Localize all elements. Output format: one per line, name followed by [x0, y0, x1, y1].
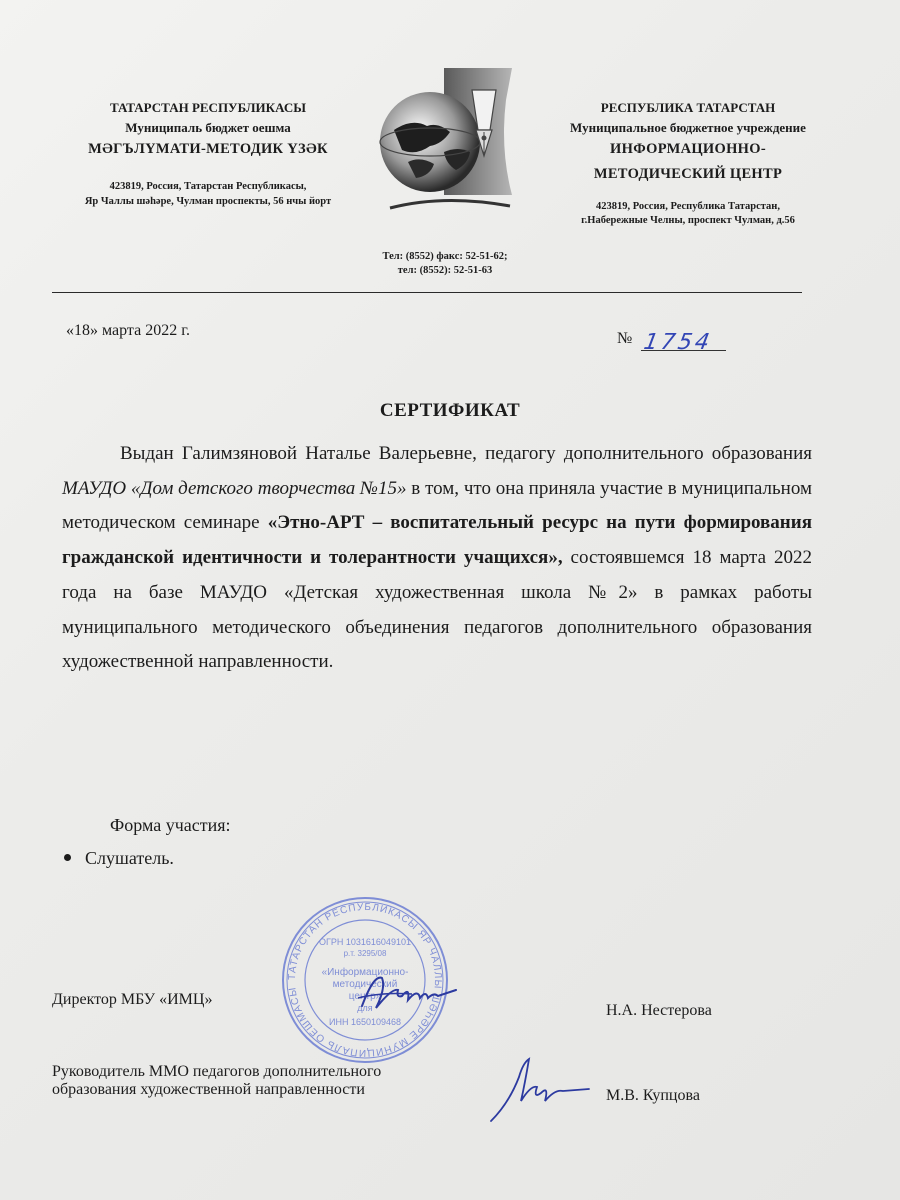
body-part-3: состоявшемся 18 марта 2022 года на базе МАУДО «Детская художественная школа №2» в рамках работы муниципального методического объединения педагогов дополнительного образования художественной направленности.: [62, 547, 812, 673]
header-left-org-type: Муниципаль бюджет оешма: [125, 119, 291, 135]
header-right-address-2: г.Набережные Челны, проспект Чулман, д.56: [581, 214, 795, 226]
director-title: Директор МБУ «ИМЦ»: [52, 991, 213, 1008]
header-phones: [340, 250, 550, 278]
body-part-1: Выдан Галимзяновой Наталье Валерьевне, педагогу дополнительного образования: [120, 443, 812, 464]
header-divider: [52, 292, 802, 293]
director-name: Н.А. Нестерова: [606, 1002, 712, 1019]
header-left-org-name: МӘГЪЛҮМАТИ-МЕТОДИК ҮЗӘК: [88, 141, 328, 157]
body-part-2: в том, что она приняла участие в муниципальном методическом семинаре: [62, 477, 812, 534]
globe-pen-logo-icon: [372, 60, 522, 220]
participation-item-text: Слушатель.: [85, 848, 174, 868]
certificate-body: [62, 437, 812, 680]
header-left-republic: ТАТАРСТАН РЕСПУБЛИКАСЫ: [110, 100, 306, 115]
document-number-handwritten: 1754: [641, 330, 715, 355]
header-right: [528, 98, 848, 228]
participation-item: [62, 848, 174, 869]
stamp-center-1: «Информационно-: [321, 967, 409, 978]
header-left-address-2: Яр Чаллы шәһәре, Чулман проспекты, 56 нчы йорт: [84, 195, 332, 207]
body-org-italic: МАУДО «Дом детского творчества №15»: [62, 477, 407, 499]
head-signature: [485, 1053, 595, 1128]
stamp-center-4: для: [357, 1003, 373, 1013]
document-title: СЕРТИФИКАТ: [379, 400, 521, 421]
participation-label: Форма участия:: [110, 815, 231, 835]
head-title-line-2: образования художественной направленности: [52, 1081, 365, 1099]
header-right-address-1: 423819, Россия, Республика Татарстан,: [595, 200, 780, 212]
stamp-ogrn: ОГРН 1031616049101: [319, 937, 411, 947]
header-left: [58, 98, 358, 209]
stamp-reg: р.т. 3295/08: [343, 949, 387, 958]
stamp-outer-text: ТАТАРСТАН РЕСПУБЛИКАСЫ ЯР ЧАЛЛЫ ШӘҺӘРЕ МУНИЦИПАЛЬ ОЕШМАСЫ: [286, 901, 444, 1059]
head-name: М.В. Купцова: [606, 1087, 700, 1104]
body-seminar-bold: «Этно-АРТ – воспитательный ресурс на пути формирования гражданской идентичности и толерантности учащихся»,: [62, 512, 812, 569]
header-right-org-name-1: ИНФОРМАЦИОННО-: [610, 141, 766, 157]
header-right-republic: РЕСПУБЛИКА ТАТАРСТАН: [600, 100, 776, 115]
head-title-line-1: Руководитель ММО педагогов дополнительного: [52, 1063, 382, 1080]
header-phone-1: Тел: (8552) факс: 52-51-62;: [382, 251, 508, 262]
stamp-inn: ИНН 1650109468: [328, 1017, 402, 1027]
header-phone-2: тел: (8552): 52-51-63: [397, 265, 493, 277]
stamp-center-2: методический: [332, 979, 398, 990]
document-date: «18» марта 2022 г.: [66, 322, 190, 339]
head-title: [52, 1063, 381, 1100]
document-number-label: №: [617, 330, 633, 347]
header-left-address-1: 423819, Россия, Татарстан Республикасы,: [109, 181, 307, 193]
stamp-center-3: центр»: [348, 991, 382, 1002]
director-signature: [352, 968, 462, 1023]
bullet-icon: [64, 854, 71, 861]
header-right-org-name-2: МЕТОДИЧЕСКИЙ ЦЕНТР: [593, 166, 783, 183]
header-right-org-type: Муниципальное бюджетное учреждение: [570, 119, 806, 135]
